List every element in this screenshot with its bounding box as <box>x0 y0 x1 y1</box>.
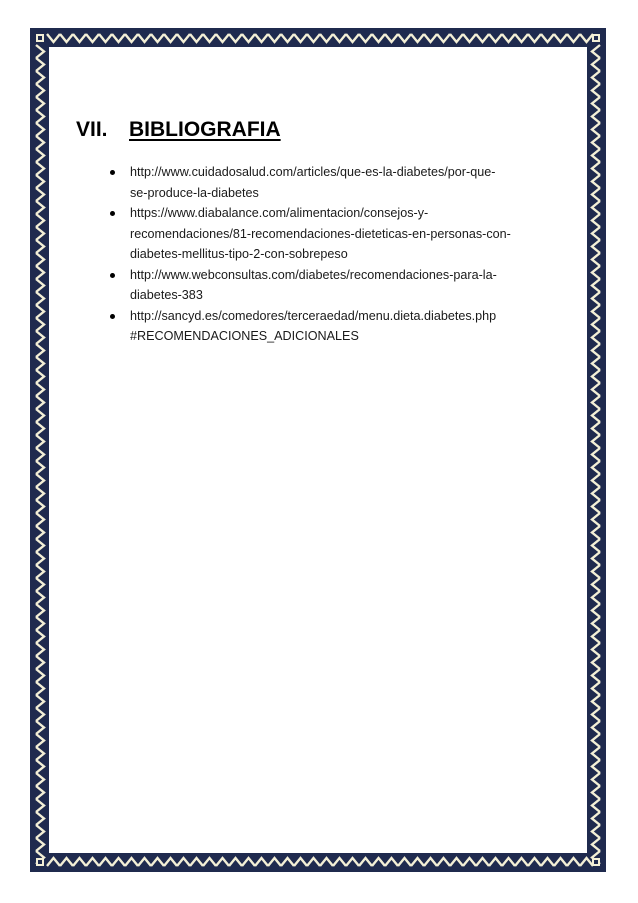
section-number: VII. <box>76 118 108 141</box>
reference-line: diabetes-mellitus-tipo-2-con-sobrepeso <box>130 247 348 261</box>
reference-line: #RECOMENDACIONES_ADICIONALES <box>130 329 359 343</box>
reference-line: diabetes-383 <box>130 288 203 302</box>
bullet-icon <box>110 314 115 319</box>
section-title: BIBLIOGRAFIA <box>129 118 281 141</box>
bullet-icon <box>110 170 115 175</box>
list-item <box>98 203 558 265</box>
reference-line: http://www.cuidadosalud.com/articles/que-es-la-diabetes/por-que- <box>130 165 496 179</box>
bullet-icon <box>110 211 115 216</box>
bullet-icon <box>110 273 115 278</box>
reference-line: se-produce-la-diabetes <box>130 185 259 200</box>
list-item <box>98 265 558 306</box>
reference-line: http://www.webconsultas.com/diabetes/recomendaciones-para-la- <box>130 267 497 282</box>
reference-line: recomendaciones/81-recomendaciones-dieteticas-en-personas-con- <box>130 226 511 241</box>
list-item <box>98 162 558 203</box>
reference-line: http://sancyd.es/comedores/terceraedad/menu.dieta.diabetes.php <box>130 308 497 323</box>
bibliography-list <box>98 162 558 347</box>
list-item <box>98 306 558 347</box>
section-heading <box>76 118 281 142</box>
reference-line: https://www.diabalance.com/alimentacion/consejos-y- <box>130 206 429 220</box>
